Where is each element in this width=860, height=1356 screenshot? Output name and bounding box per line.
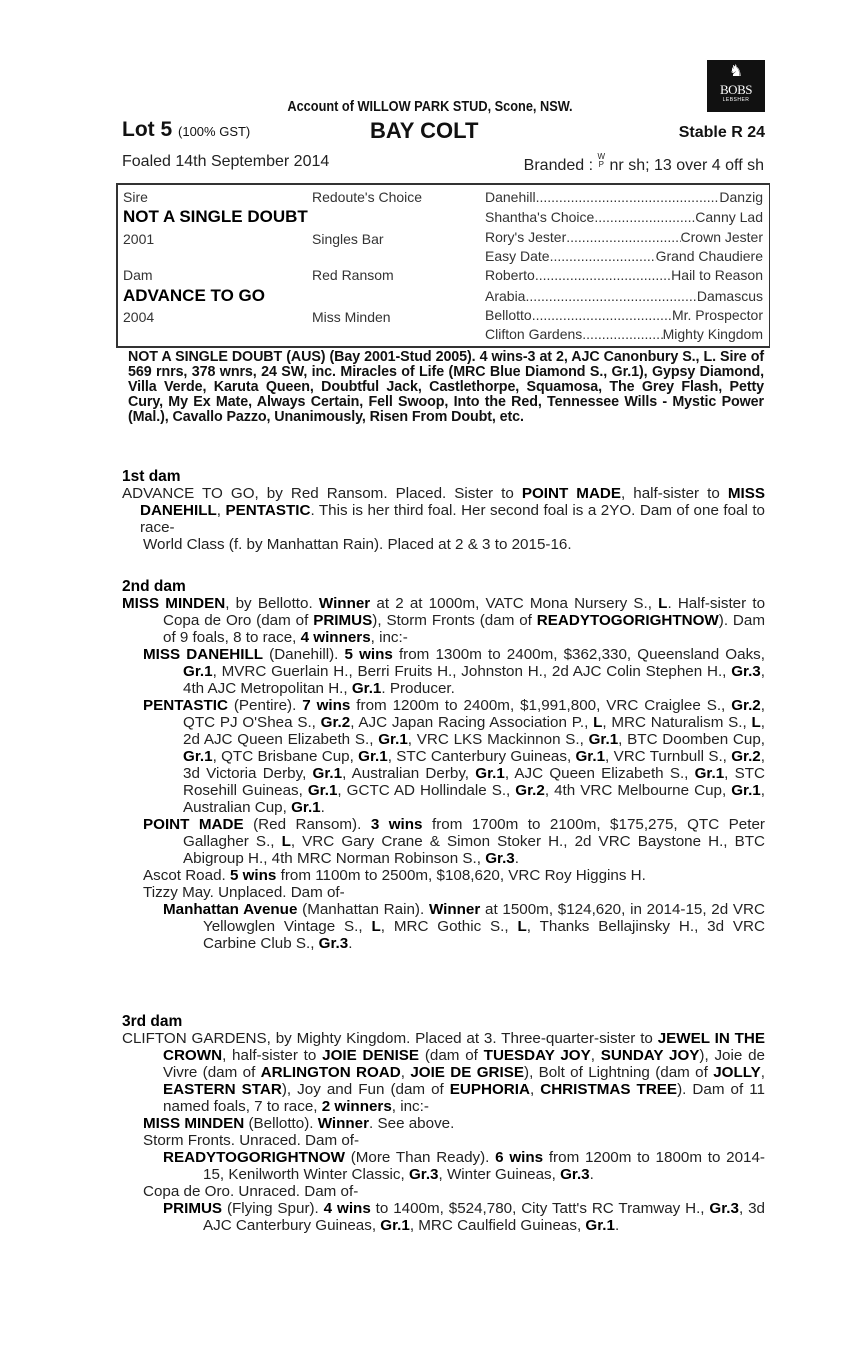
text-segment: , bbox=[216, 502, 226, 519]
third-dam-section bbox=[122, 1013, 765, 1234]
text-segment: , GCTC AD Hollindale S., bbox=[337, 782, 516, 799]
highlighted-name: Gr.1 bbox=[378, 731, 408, 748]
highlighted-name: READYTOGORIGHTNOW bbox=[163, 1149, 345, 1166]
section-heading: 3rd dam bbox=[122, 1013, 183, 1030]
highlighted-name: Gr.2 bbox=[320, 714, 351, 731]
lot-number bbox=[122, 118, 250, 142]
text-segment: from 1100m to 2500m, $108,620, VRC Roy Higgins H. bbox=[276, 867, 646, 884]
text-segment: . This is her third foal. Her second foal is a 2YO. Dam of one foal to race- bbox=[140, 502, 765, 536]
text-segment: (Red Ransom). bbox=[243, 816, 371, 833]
text-segment: World Class (f. by Manhattan Rain). Placed at 2 & 3 to 2015-16. bbox=[143, 536, 572, 553]
highlighted-name: Gr.1 bbox=[291, 799, 321, 816]
pedigree-paragraph bbox=[122, 884, 765, 901]
pedigree-paragraph bbox=[122, 867, 765, 884]
dam-name: ADVANCE TO GO bbox=[123, 286, 265, 305]
text-segment: , BTC Doomben Cup, bbox=[618, 731, 765, 748]
text-segment: ), Storm Fronts (dam of bbox=[372, 612, 537, 629]
leader-dots bbox=[525, 288, 696, 304]
ancestor-sire: Canny Lad bbox=[695, 209, 763, 225]
text-segment: , inc:- bbox=[391, 1098, 429, 1115]
highlighted-name: MISS DANEHILL bbox=[143, 646, 264, 663]
leader-dots bbox=[535, 267, 671, 283]
sire-summary: NOT A SINGLE DOUBT (AUS) (Bay 2001-Stud 2005). 4 wins-3 at 2, AJC Canonbury S., L. Sire of 569 rnrs, 378 wnrs, 24 SW, inc. Miracles of Life (MRC Blue Diamond S., Gr.1), Gypsy Diamond, Villa Verde, Karuta Queen, Doubtful Jack, Castlethorpe, Squamosa, The Grey Flash, Petty Cury, My Ex Mate, Always Certain, Fell Swoop, Into the Red, Tennessee Wills - Mystic Power (Mal.), Cavallo Pazzo, Unanimously, Risen From Doubt, etc. bbox=[128, 349, 764, 425]
highlighted-name: POINT MADE bbox=[521, 485, 622, 502]
brand-mark bbox=[598, 153, 606, 169]
second-dam-section bbox=[122, 578, 765, 952]
brand-bottom: P bbox=[598, 160, 604, 169]
text-segment: . bbox=[348, 935, 353, 952]
pedigree-table bbox=[116, 183, 770, 348]
pedigree-paragraph bbox=[122, 816, 765, 867]
pedigree-paragraph bbox=[122, 1149, 765, 1183]
text-segment: ), Joy and Fun (dam of bbox=[281, 1081, 450, 1098]
text-segment: . Producer. bbox=[381, 680, 455, 697]
highlighted-name: Gr.1 bbox=[351, 680, 382, 697]
horse-icon: ♞ bbox=[728, 63, 744, 80]
highlighted-name: JOIE DE GRISE bbox=[410, 1064, 525, 1081]
ancestor-sire: Grand Chaudiere bbox=[655, 248, 763, 264]
pedigree-ancestor bbox=[485, 209, 763, 225]
highlighted-name: PRIMUS bbox=[163, 1200, 223, 1217]
leader-dots bbox=[594, 209, 695, 225]
text-segment: , half-sister to bbox=[621, 485, 728, 502]
leader-dots bbox=[582, 326, 662, 342]
highlighted-name: JOIE DENISE bbox=[322, 1047, 420, 1064]
highlighted-name: Gr.1 bbox=[585, 1217, 615, 1234]
text-segment: from 1300m to 2400m, $362,330, Queensland Oaks, bbox=[392, 646, 765, 663]
sire-dam: Singles Bar bbox=[312, 231, 384, 247]
text-segment: , STC Rosehill Guineas, bbox=[183, 765, 765, 799]
lot-label: Lot 5 bbox=[122, 118, 173, 141]
pedigree-ancestor bbox=[485, 307, 763, 323]
ancestor-name: Clifton Gardens bbox=[485, 326, 583, 342]
text-segment: (Danehill). bbox=[263, 646, 345, 663]
highlighted-name: L bbox=[658, 595, 668, 612]
highlighted-name: Gr.3 bbox=[318, 935, 349, 952]
highlighted-name: Winner bbox=[317, 1115, 370, 1132]
text-segment: , 4th VRC Melbourne Cup, bbox=[544, 782, 732, 799]
text-segment: (Pentire). bbox=[227, 697, 303, 714]
highlighted-name: Gr.1 bbox=[312, 765, 343, 782]
leader-dots bbox=[566, 229, 680, 245]
gst-note: (100% GST) bbox=[178, 124, 251, 139]
highlighted-name: JOLLY bbox=[713, 1064, 761, 1081]
branded-label: Branded : bbox=[523, 157, 594, 174]
ancestor-sire: Damascus bbox=[696, 288, 763, 304]
section-heading: 1st dam bbox=[122, 468, 181, 485]
highlighted-name: 5 wins bbox=[344, 646, 393, 663]
text-segment: , inc:- bbox=[370, 629, 408, 646]
text-segment: , bbox=[760, 1064, 765, 1081]
pedigree-ancestor bbox=[485, 189, 763, 205]
ancestor-name: Roberto bbox=[485, 267, 535, 283]
highlighted-name: EUPHORIA bbox=[449, 1081, 530, 1098]
text-segment: , VRC Gary Crane & Simon Stoker H., 2d VRC Baystone H., BTC Abigroup H., 4th MRC Norman Robinson S., bbox=[183, 833, 765, 867]
text-segment: ADVANCE TO GO, by Red Ransom. Placed. Sister to bbox=[122, 485, 522, 502]
text-segment: . Half-sister to Copa de Oro (dam of bbox=[163, 595, 766, 629]
highlighted-name: MISS MINDEN bbox=[122, 595, 226, 612]
stable-location: Stable R 24 bbox=[678, 124, 765, 141]
text-segment: , Winter Guineas, bbox=[438, 1166, 561, 1183]
highlighted-name: MISS MINDEN bbox=[143, 1115, 245, 1132]
text-segment: Ascot Road. bbox=[143, 867, 230, 884]
pedigree-ancestor bbox=[485, 326, 763, 342]
dam-label: Dam bbox=[123, 267, 153, 283]
text-segment: , MRC Caulfield Guineas, bbox=[409, 1217, 586, 1234]
dam-dam: Miss Minden bbox=[312, 309, 391, 325]
pedigree-ancestor bbox=[485, 288, 763, 304]
pedigree-paragraph bbox=[122, 595, 765, 646]
text-segment: , STC Canterbury Guineas, bbox=[387, 748, 576, 765]
highlighted-name: Gr.2 bbox=[515, 782, 545, 799]
highlighted-name: MISS DANEHILL bbox=[140, 485, 766, 519]
text-segment: Storm Fronts. Unraced. Dam of- bbox=[143, 1132, 360, 1149]
highlighted-name: PRIMUS bbox=[313, 612, 373, 629]
text-segment: (Bellotto). bbox=[244, 1115, 318, 1132]
text-segment: , VRC Turnbull S., bbox=[605, 748, 732, 765]
dam-year: 2004 bbox=[123, 309, 155, 325]
first-dam-section bbox=[122, 468, 765, 553]
text-segment: , 3d AJC Canterbury Guineas, bbox=[203, 1200, 765, 1234]
text-segment: from 1200m to 1800m to 2014-15, Kenilworth Winter Classic, bbox=[203, 1149, 765, 1183]
pedigree-paragraph bbox=[122, 1132, 765, 1149]
ancestor-name: Danehill bbox=[485, 189, 536, 205]
text-segment: , 2d AJC Queen Elizabeth S., bbox=[183, 714, 765, 748]
text-segment: (More Than Ready). bbox=[344, 1149, 496, 1166]
text-segment: , MRC Naturalism S., bbox=[602, 714, 752, 731]
highlighted-name: Gr.1 bbox=[307, 782, 338, 799]
highlighted-name: 4 wins bbox=[323, 1200, 371, 1217]
text-segment: , MVRC Guerlain H., Berri Fruits H., Johnston H., 2d AJC Colin Stephen H., bbox=[212, 663, 732, 680]
highlighted-name: Gr.1 bbox=[358, 748, 388, 765]
pedigree-paragraph bbox=[122, 1183, 765, 1200]
logo-subtext: LEBSHER bbox=[722, 97, 750, 103]
highlighted-name: 5 wins bbox=[229, 867, 277, 884]
text-segment: . bbox=[514, 850, 519, 867]
text-segment: , 4th AJC Metropolitan H., bbox=[183, 663, 765, 697]
pedigree-paragraph bbox=[122, 536, 765, 553]
pedigree-paragraph bbox=[122, 485, 765, 536]
highlighted-name: 4 winners bbox=[300, 629, 371, 646]
text-segment: from 1700m to 2100m, $175,275, QTC Peter Gallagher S., bbox=[183, 816, 765, 850]
text-segment: , by Bellotto. bbox=[225, 595, 319, 612]
highlighted-name: TUESDAY JOY bbox=[483, 1047, 591, 1064]
ancestor-sire: Crown Jester bbox=[680, 229, 763, 245]
horse-description: BAY COLT bbox=[370, 118, 479, 143]
highlighted-name: L bbox=[281, 833, 291, 850]
ancestor-name: Arabia bbox=[485, 288, 526, 304]
highlighted-name: 2 winners bbox=[321, 1098, 392, 1115]
highlighted-name: Gr.1 bbox=[588, 731, 619, 748]
leader-dots bbox=[532, 307, 672, 323]
ancestor-sire: Danzig bbox=[719, 189, 763, 205]
ancestor-sire: Mr. Prospector bbox=[671, 307, 763, 323]
text-segment: . bbox=[320, 799, 325, 816]
highlighted-name: Gr.3 bbox=[560, 1166, 590, 1183]
brand-info bbox=[524, 153, 764, 175]
ancestor-name: Bellotto bbox=[485, 307, 532, 323]
pedigree-paragraph bbox=[122, 697, 765, 816]
text-segment: , Australian Derby, bbox=[342, 765, 476, 782]
text-segment: , Thanks Bellajinsky H., 3d VRC Carbine Club S., bbox=[203, 918, 765, 952]
sire-sire: Redoute's Choice bbox=[312, 189, 423, 205]
ancestor-name: Shantha's Choice bbox=[485, 209, 595, 225]
leader-dots bbox=[536, 189, 720, 205]
highlighted-name: Gr.1 bbox=[380, 1217, 410, 1234]
highlighted-name: READYTOGORIGHTNOW bbox=[536, 612, 719, 629]
text-segment: . See above. bbox=[369, 1115, 455, 1132]
highlighted-name: L bbox=[517, 918, 527, 935]
highlighted-name: Winner bbox=[318, 595, 371, 612]
sire-year: 2001 bbox=[123, 231, 155, 247]
text-segment: , bbox=[590, 1047, 601, 1064]
text-segment: , AJC Queen Elizabeth S., bbox=[504, 765, 695, 782]
text-segment: (Flying Spur). bbox=[222, 1200, 324, 1217]
highlighted-name: Gr.3 bbox=[709, 1200, 739, 1217]
pedigree-ancestor bbox=[485, 248, 763, 264]
highlighted-name: SUNDAY JOY bbox=[600, 1047, 700, 1064]
text-segment: CLIFTON GARDENS, by Mighty Kingdom. Placed at 3. Three-quarter-sister to bbox=[122, 1030, 658, 1047]
text-segment: , half-sister to bbox=[222, 1047, 323, 1064]
highlighted-name: PENTASTIC bbox=[143, 697, 228, 714]
text-segment: at 2 at 1000m, VATC Mona Nursery S., bbox=[370, 595, 659, 612]
ancestor-name: Rory's Jester bbox=[485, 229, 567, 245]
text-segment: , bbox=[400, 1064, 411, 1081]
pedigree-paragraph bbox=[122, 1030, 765, 1115]
pedigree-paragraph bbox=[122, 901, 765, 952]
highlighted-name: Gr.3 bbox=[485, 850, 515, 867]
highlighted-name: Gr.1 bbox=[575, 748, 606, 765]
highlighted-name: POINT MADE bbox=[143, 816, 244, 833]
ancestor-sire: Hail to Reason bbox=[671, 267, 763, 283]
highlighted-name: 6 wins bbox=[495, 1149, 544, 1166]
text-segment: from 1200m to 2400m, $1,991,800, VRC Craiglee S., bbox=[350, 697, 732, 714]
text-segment: ), Bolt of Lightning (dam of bbox=[524, 1064, 714, 1081]
highlighted-name: Winner bbox=[428, 901, 481, 918]
text-segment: , bbox=[529, 1081, 541, 1098]
highlighted-name: L bbox=[593, 714, 603, 731]
highlighted-name: Gr.2 bbox=[731, 748, 761, 765]
text-segment: at 1500m, $124,620, in 2014-15, 2d VRC Yellowglen Vintage S., bbox=[203, 901, 765, 935]
highlighted-name: Gr.2 bbox=[731, 697, 761, 714]
text-segment: ). Dam of 11 named foals, 7 to race, bbox=[163, 1081, 765, 1115]
text-segment: , 3d Victoria Derby, bbox=[183, 748, 765, 782]
dam-sire: Red Ransom bbox=[312, 267, 394, 283]
ancestor-name: Easy Date bbox=[485, 248, 550, 264]
pedigree-paragraph bbox=[122, 1115, 765, 1132]
vendor-account: Account of WILLOW PARK STUD, Scone, NSW. bbox=[287, 98, 573, 115]
pedigree-paragraph bbox=[122, 1200, 765, 1234]
highlighted-name: L bbox=[371, 918, 381, 935]
text-segment: . bbox=[589, 1166, 594, 1183]
text-segment: ), Joie de Vivre (dam of bbox=[163, 1047, 765, 1081]
text-segment: , VRC LKS Mackinnon S., bbox=[407, 731, 589, 748]
text-segment: , Australian Cup, bbox=[183, 782, 765, 816]
highlighted-name: CHRISTMAS TREE bbox=[540, 1081, 678, 1098]
highlighted-name: Gr.1 bbox=[183, 748, 213, 765]
text-segment: , MRC Gothic S., bbox=[380, 918, 518, 935]
sire-name: NOT A SINGLE DOUBT bbox=[123, 207, 308, 226]
logo-text: BOBS bbox=[720, 82, 752, 97]
highlighted-name: Gr.1 bbox=[475, 765, 505, 782]
highlighted-name: PENTASTIC bbox=[225, 502, 311, 519]
highlighted-name: 3 wins bbox=[370, 816, 423, 833]
ancestor-sire: Mighty Kingdom bbox=[662, 326, 763, 342]
highlighted-name: L bbox=[751, 714, 761, 731]
brand-top: W bbox=[597, 152, 606, 161]
highlighted-name: ARLINGTON ROAD bbox=[260, 1064, 401, 1081]
text-segment: ). Dam of 9 foals, 8 to race, bbox=[163, 612, 765, 646]
highlighted-name: Gr.3 bbox=[731, 663, 761, 680]
highlighted-name: Manhattan Avenue bbox=[163, 901, 298, 918]
highlighted-name: Gr.3 bbox=[408, 1166, 439, 1183]
highlighted-name: Gr.1 bbox=[731, 782, 761, 799]
text-segment: , AJC Japan Racing Association P., bbox=[350, 714, 594, 731]
text-segment: Tizzy May. Unplaced. Dam of- bbox=[143, 884, 345, 901]
highlighted-name: EASTERN STAR bbox=[163, 1081, 282, 1098]
brand-detail: nr sh; 13 over 4 off sh bbox=[609, 157, 764, 174]
text-segment: Copa de Oro. Unraced. Dam of- bbox=[143, 1183, 359, 1200]
foaled-date: Foaled 14th September 2014 bbox=[122, 153, 330, 170]
highlighted-name: 7 wins bbox=[302, 697, 351, 714]
pedigree-paragraph bbox=[122, 646, 765, 697]
text-segment: , QTC PJ O'Shea S., bbox=[183, 697, 765, 731]
text-segment: (Manhattan Rain). bbox=[297, 901, 429, 918]
leader-dots bbox=[550, 248, 656, 264]
text-segment: (dam of bbox=[419, 1047, 484, 1064]
highlighted-name: Gr.1 bbox=[183, 663, 213, 680]
section-heading: 2nd dam bbox=[122, 578, 186, 595]
pedigree-ancestor bbox=[485, 267, 763, 283]
pedigree-ancestor bbox=[485, 229, 763, 245]
highlighted-name: Gr.1 bbox=[694, 765, 725, 782]
sire-label: Sire bbox=[123, 189, 148, 205]
text-segment: , QTC Brisbane Cup, bbox=[212, 748, 359, 765]
text-segment: to 1400m, $524,780, City Tatt's RC Tramway H., bbox=[370, 1200, 710, 1217]
highlighted-name: JEWEL IN THE CROWN bbox=[163, 1030, 766, 1064]
text-segment: . bbox=[614, 1217, 620, 1234]
